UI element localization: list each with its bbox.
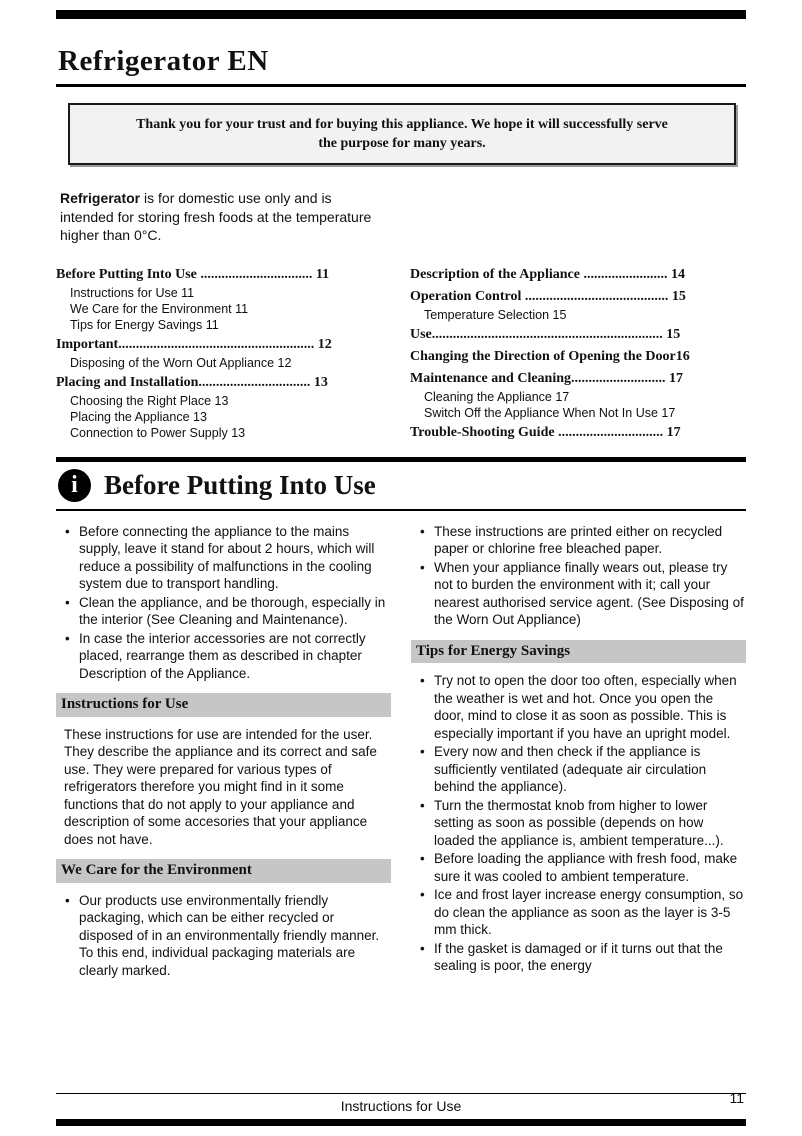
subsection-heading-instructions-for-use: Instructions for Use bbox=[56, 693, 391, 717]
list-item: • When your appliance finally wears out, please try not to burden the environment with it; call your nearest authorised service agent. (See Disposing of the Worn Out Appliance) bbox=[419, 559, 746, 629]
toc-left-column bbox=[56, 263, 392, 443]
info-icon bbox=[58, 469, 91, 502]
thanks-box bbox=[68, 103, 736, 165]
toc-right-column bbox=[410, 263, 746, 443]
toc-entry: We Care for the Environment 11 bbox=[70, 301, 249, 316]
title-rule bbox=[56, 84, 746, 87]
list-item: • Clean the appliance, and be thorough, especially in the interior (See Cleaning and Maintenance). bbox=[64, 594, 391, 629]
info-icon-glyph: i bbox=[71, 471, 78, 498]
toc-entry: Switch Off the Appliance When Not In Use 17 bbox=[424, 405, 676, 420]
list-item: • Try not to open the door too often, especially when the weather is wet and hot. Once you open the door, mind to close it as soon as possible. This is especially important if you have an upright model. bbox=[419, 672, 746, 742]
section-bottom-rule bbox=[56, 509, 746, 511]
toc-entry: Connection to Power Supply 13 bbox=[70, 425, 246, 440]
intro-paragraph bbox=[60, 189, 372, 245]
toc-entry: Use.................................................................. 15 bbox=[410, 326, 681, 342]
body-paragraph: These instructions for use are intended for the user. They describe the appliance and its correct and safe use. They were prepared for various types of refrigerators therefore you might find in it some functions that do not apply to your appliance and description of some accesories that your appliance does not have. bbox=[64, 726, 377, 847]
page-number: 11 bbox=[729, 1090, 744, 1106]
toc-entry: Maintenance and Cleaning........................... 17 bbox=[410, 370, 684, 386]
toc-entry: Temperature Selection 15 bbox=[424, 307, 567, 322]
toc-entry: Choosing the Right Place 13 bbox=[70, 393, 229, 408]
intro-lead: Refrigerator bbox=[60, 190, 141, 206]
thanks-text: Thank you for your trust and for buying this appliance. We hope it will successfully serve the purpose for many years. bbox=[136, 117, 668, 151]
toc-entry: Changing the Direction of Opening the Door16 bbox=[410, 348, 690, 364]
toc-entry: Description of the Appliance ........................ 14 bbox=[410, 266, 685, 282]
list-item: • Before loading the appliance with fresh food, make sure it was cooled to ambient temperature. bbox=[419, 850, 746, 885]
body-columns bbox=[56, 523, 746, 981]
toc-entry: Before Putting Into Use ................................ 11 bbox=[56, 266, 330, 282]
list-item: • Turn the thermostat knob from higher to lower setting as soon as possible (depends on how loaded the appliance is, ambient temperature...). bbox=[419, 797, 746, 850]
section-heading bbox=[56, 462, 746, 509]
page-content bbox=[0, 10, 802, 980]
intro-text: is for domestic use only and is intended for storing fresh foods at the temperature higher than 0°C. bbox=[60, 190, 372, 243]
footer-row bbox=[56, 1090, 746, 1119]
subsection-heading-we-care-for-the-environment: We Care for the Environment bbox=[56, 859, 391, 883]
list-item: • These instructions are printed either on recycled paper or chlorine free bleached paper. bbox=[419, 523, 746, 558]
toc-entry: Tips for Energy Savings 11 bbox=[70, 317, 219, 332]
list-item: • Every now and then check if the appliance is sufficiently ventilated (adequate air circulation behind the appliance). bbox=[419, 743, 746, 796]
bottom-rule bbox=[56, 1119, 746, 1126]
page-title: Refrigerator EN bbox=[58, 45, 269, 77]
subsection-heading-tips-for-energy-savings: Tips for Energy Savings bbox=[411, 640, 746, 664]
toc-entry: Placing and Installation................................ 13 bbox=[56, 374, 328, 390]
section-title: Before Putting Into Use bbox=[104, 469, 376, 500]
list-item: • Our products use environmentally friendly packaging, which can be either recycled or disposed of in an environmentally friendly manner. To this end, individual packaging materials are clearly marked. bbox=[64, 892, 391, 980]
toc-entry: Placing the Appliance 13 bbox=[70, 409, 207, 424]
footer-label: Instructions for Use bbox=[340, 1098, 462, 1114]
left-column bbox=[56, 523, 391, 981]
list-item: • If the gasket is damaged or if it turns out that the sealing is poor, the energy bbox=[419, 940, 746, 975]
toc-entry: Disposing of the Worn Out Appliance 12 bbox=[70, 355, 292, 370]
page-footer bbox=[56, 1090, 746, 1127]
toc-entry: Operation Control ......................................... 15 bbox=[410, 288, 686, 304]
right-column bbox=[411, 523, 746, 981]
toc-entry: Important........................................................ 12 bbox=[56, 336, 332, 352]
top-rule bbox=[56, 10, 746, 19]
list-item: • In case the interior accessories are not correctly placed, rearrange them as described in chapter Description of the Appliance. bbox=[64, 630, 391, 683]
list-item: • Before connecting the appliance to the mains supply, leave it stand for about 2 hours, which will reduce a possibility of malfunctions in the cooling system due to transport handling. bbox=[64, 523, 391, 593]
toc-entry: Trouble-Shooting Guide .............................. 17 bbox=[410, 424, 681, 440]
list-item: • Ice and frost layer increase energy consumption, so do clean the appliance as soon as the layer is 3-5 mm thick. bbox=[419, 886, 746, 939]
toc-entry: Cleaning the Appliance 17 bbox=[424, 389, 570, 404]
table-of-contents bbox=[56, 263, 746, 443]
toc-entry: Instructions for Use 11 bbox=[70, 285, 195, 300]
